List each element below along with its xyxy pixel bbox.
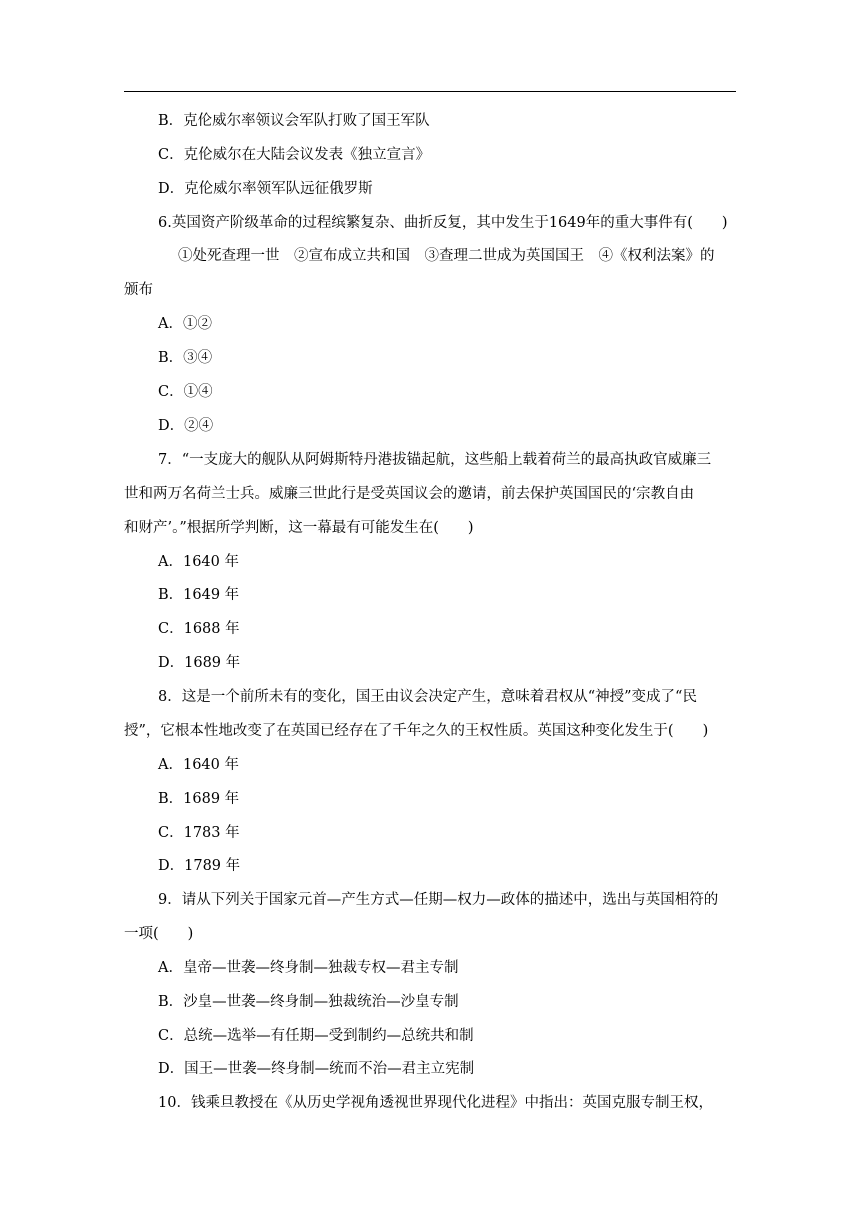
- question-8-stem: 8．这是一个前所未有的变化，国王由议会决定产生，意味着君权从“神授”变成了“民: [158, 689, 697, 705]
- question-6-items-cont: 颁布: [124, 282, 153, 298]
- option-b-q8: B．1689 年: [158, 791, 240, 807]
- question-7-stem-line2: 世和两万名荷兰士兵。威廉三世此行是受英国议会的邀请，前去保护英国国民的‘宗教自由: [124, 486, 695, 502]
- question-8-stem-line2: 授”，它根本性地改变了在英国已经存在了千年之久的王权性质。英国这种变化发生于( ): [124, 723, 709, 739]
- option-b-q6: B．③④: [158, 350, 213, 366]
- question-7-stem: 7．“一支庞大的舰队从阿姆斯特丹港拔锚起航，这些船上载着荷兰的最高执政官威廉三: [158, 452, 712, 468]
- question-7-stem-line3: 和财产’。”根据所学判断，这一幕最有可能发生在( ): [124, 520, 474, 536]
- option-a-q7: A．1640 年: [158, 554, 239, 570]
- option-d-q5: D．克伦威尔率领军队远征俄罗斯: [158, 181, 373, 197]
- option-c-q8: C．1783 年: [158, 825, 240, 841]
- option-a-q6: A．①②: [158, 316, 212, 332]
- option-c-q7: C．1688 年: [158, 621, 240, 637]
- question-9-stem-line2: 一项( ): [124, 926, 194, 942]
- option-d-q8: D．1789 年: [158, 858, 241, 874]
- option-b-q7: B．1649 年: [158, 587, 240, 603]
- option-a-q8: A．1640 年: [158, 757, 239, 773]
- option-b-q9: B．沙皇—世袭—终身制—独裁统治—沙皇专制: [158, 994, 459, 1010]
- option-c-q6: C．①④: [158, 384, 213, 400]
- option-d-q9: D．国王—世袭—终身制—统而不治—君主立宪制: [158, 1061, 475, 1077]
- option-c-q5: C．克伦威尔在大陆会议发表《独立宣言》: [158, 147, 431, 163]
- option-a-q9: A．皇帝—世袭—终身制—独裁专权—君主专制: [158, 960, 459, 976]
- question-10-stem: 10．钱乘旦教授在《从历史学视角透视世界现代化进程》中指出：英国克服专制王权，: [158, 1095, 713, 1111]
- header-rule: [124, 91, 736, 92]
- option-b-q5: B．克伦威尔率领议会军队打败了国王军队: [158, 113, 430, 129]
- option-d-q6: D．②④: [158, 418, 214, 434]
- option-c-q9: C．总统—选举—有任期—受到制约—总统共和制: [158, 1028, 474, 1044]
- option-d-q7: D．1689 年: [158, 655, 241, 671]
- question-9-stem: 9．请从下列关于国家元首—产生方式—任期—权力—政体的描述中，选出与英国相符的: [158, 892, 719, 908]
- question-6-stem: 6.英国资产阶级革命的过程缤繁复杂、曲折反复，其中发生于1649年的重大事件有( ): [158, 215, 728, 231]
- question-6-items: ①处死查理一世 ②宣布成立共和国 ③查理二世成为英国国王 ④《权利法案》的: [178, 248, 715, 264]
